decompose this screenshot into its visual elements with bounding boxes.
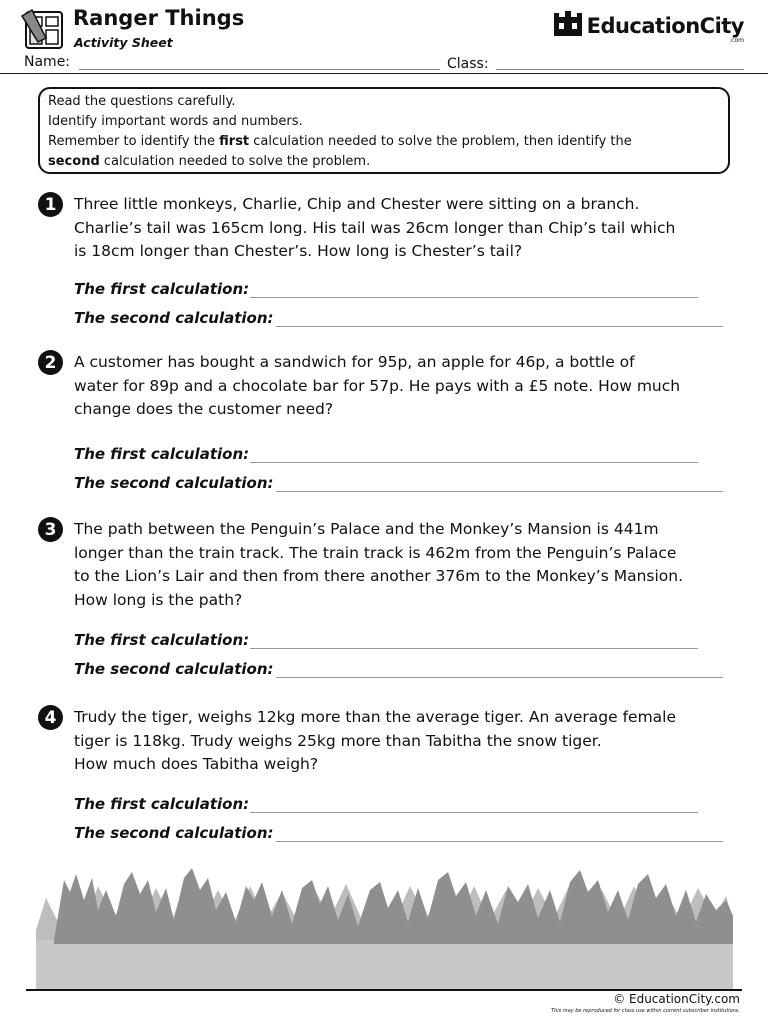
castle-icon [553,11,583,41]
name-label: Name: [24,54,71,70]
name-field[interactable] [79,69,440,70]
question-number-badge: 4 [38,705,63,730]
first-calculation-label: The first calculation: [74,631,250,649]
question-text: The path between the Penguin’s Palace and the Monkey’s Mansion is 441m longer than the train track. The train track is 462m from the Penguin’s Palace to the Lion’s Lair and then from there another 376m to the Monkey’s Mansion. How long is the path? [74,520,684,609]
first-calculation-answer-line[interactable] [250,297,698,298]
question-text: Trudy the tiger, weighs 12kg more than the average tiger. An average female tiger is 118kg. Trudy weighs 25kg more than Tabitha the snow tiger. How much does Tabitha weigh? [74,708,677,773]
activity-sheet-logo-icon [20,8,64,50]
reproduction-note: This may be reproduced for class use within current subscriber institutions. [550,1008,740,1014]
second-calculation-label: The second calculation: [74,309,274,327]
education-city-brand [553,10,744,42]
first-calculation-answer-line[interactable] [250,812,698,813]
question-text: Three little monkeys, Charlie, Chip and Chester were sitting on a branch. Charlie’s tail was 165cm long. His tail was 26cm longer than Chip’s tail which is 18cm longer than Chester’s. How long is Chester’s tail? [74,195,676,260]
question-number-badge: 1 [38,192,63,217]
first-calculation-answer-line[interactable] [250,462,698,463]
question-text: A customer has bought a sandwich for 95p, an apple for 46p, a bottle of water for 89p and a chocolate bar for 57p. He pays with a £5 note. How much change does the customer need? [74,353,681,418]
copyright-text: © EducationCity.com [613,992,740,1006]
first-calculation-label: The first calculation: [74,795,250,813]
instruction-line: Identify important words and numbers. [48,114,303,129]
forest-illustration [36,860,733,990]
second-calculation-label: The second calculation: [74,660,274,678]
sheet-subtitle: Activity Sheet [74,35,173,50]
second-calculation-answer-line[interactable] [276,841,723,842]
second-calculation-answer-line[interactable] [276,677,723,678]
brand-name: EducationCity [586,14,744,38]
first-calculation-answer-line[interactable] [250,648,698,649]
second-calculation-label: The second calculation: [74,474,274,492]
question-number-badge: 3 [38,517,63,542]
class-label: Class: [447,56,489,72]
instruction-line: Remember to identify the first calculation needed to solve the problem, then identify the [48,134,632,149]
brand-suffix: .com [729,37,744,44]
second-calculation-answer-line[interactable] [276,326,723,327]
class-field[interactable] [496,69,744,70]
first-calculation-label: The first calculation: [74,445,250,463]
question-number-badge: 2 [38,350,63,375]
instruction-line: second calculation needed to solve the problem. [48,154,371,169]
footer-divider [26,989,742,991]
instruction-line: Read the questions carefully. [48,94,236,109]
second-calculation-answer-line[interactable] [276,491,723,492]
sheet-title: Ranger Things [73,6,245,30]
second-calculation-label: The second calculation: [74,824,274,842]
instructions-box [38,87,730,174]
header-divider [0,73,768,74]
first-calculation-label: The first calculation: [74,280,250,298]
